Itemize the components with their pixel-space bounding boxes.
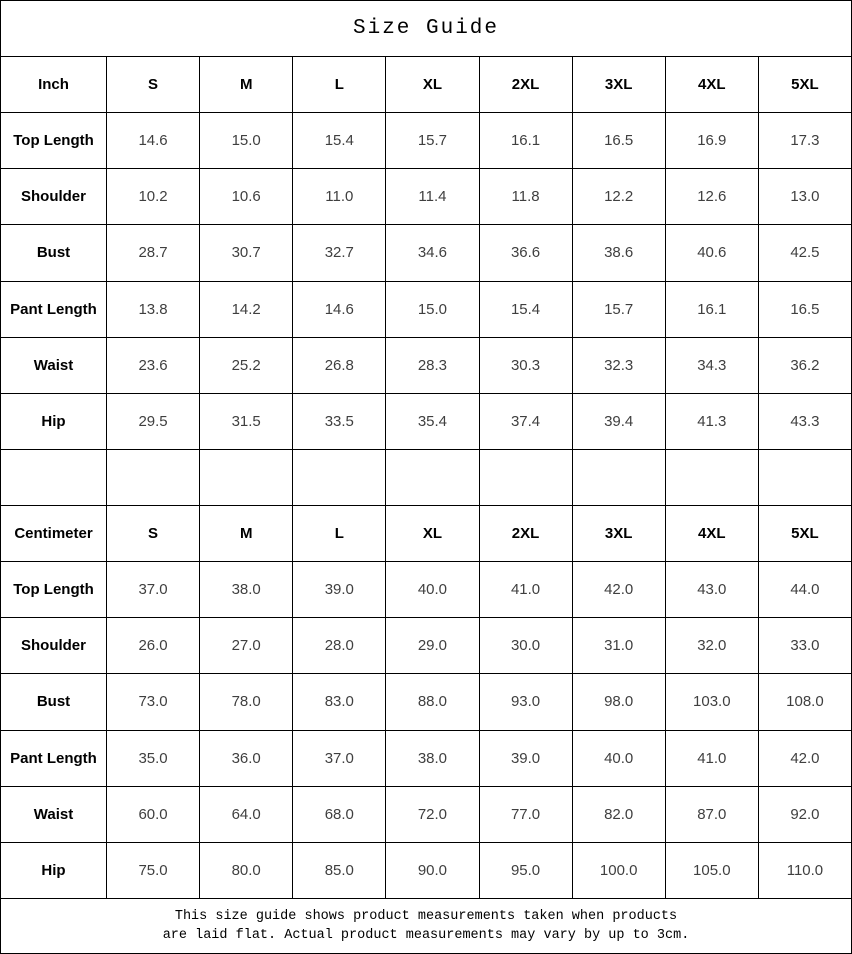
measurement-row <box>1 113 852 169</box>
measurement-value: 39.4 <box>572 393 665 449</box>
measurement-row <box>1 169 852 225</box>
size-column-header: 2XL <box>479 506 572 562</box>
measurement-value: 12.6 <box>665 169 758 225</box>
measurement-value: 110.0 <box>758 842 851 898</box>
measurement-value: 37.4 <box>479 393 572 449</box>
measurement-label: Bust <box>1 674 107 730</box>
measurement-value: 31.0 <box>572 618 665 674</box>
measurement-value: 10.6 <box>200 169 293 225</box>
size-column-header: 3XL <box>572 506 665 562</box>
spacer-row <box>1 449 852 505</box>
measurement-label: Top Length <box>1 562 107 618</box>
measurement-row <box>1 225 852 281</box>
measurement-value: 100.0 <box>572 842 665 898</box>
measurement-value: 75.0 <box>107 842 200 898</box>
measurement-value: 16.1 <box>665 281 758 337</box>
measurement-value: 14.6 <box>293 281 386 337</box>
measurement-value: 33.0 <box>758 618 851 674</box>
measurement-value: 85.0 <box>293 842 386 898</box>
measurement-label: Hip <box>1 393 107 449</box>
measurement-value: 29.0 <box>386 618 479 674</box>
measurement-value: 28.3 <box>386 337 479 393</box>
measurement-value: 27.0 <box>200 618 293 674</box>
spacer-cell <box>107 449 200 505</box>
spacer-cell <box>479 449 572 505</box>
measurement-value: 30.0 <box>479 618 572 674</box>
measurement-value: 37.0 <box>293 730 386 786</box>
measurement-label: Hip <box>1 842 107 898</box>
measurement-row <box>1 730 852 786</box>
size-column-header: XL <box>386 506 479 562</box>
measurement-value: 60.0 <box>107 786 200 842</box>
measurement-value: 93.0 <box>479 674 572 730</box>
measurement-value: 43.0 <box>665 562 758 618</box>
size-column-header: M <box>200 506 293 562</box>
measurement-value: 40.6 <box>665 225 758 281</box>
measurement-value: 95.0 <box>479 842 572 898</box>
footer-note <box>1 899 852 954</box>
measurement-value: 41.0 <box>665 730 758 786</box>
measurement-value: 103.0 <box>665 674 758 730</box>
size-column-header: L <box>293 506 386 562</box>
measurement-value: 82.0 <box>572 786 665 842</box>
measurement-row <box>1 842 852 898</box>
measurement-value: 36.0 <box>200 730 293 786</box>
size-column-header: XL <box>386 57 479 113</box>
spacer-cell <box>293 449 386 505</box>
measurement-value: 68.0 <box>293 786 386 842</box>
measurement-label: Waist <box>1 337 107 393</box>
measurement-value: 41.0 <box>479 562 572 618</box>
measurement-value: 80.0 <box>200 842 293 898</box>
measurement-value: 32.0 <box>665 618 758 674</box>
size-table-body <box>1 57 852 899</box>
measurement-label: Pant Length <box>1 730 107 786</box>
measurement-value: 29.5 <box>107 393 200 449</box>
measurement-value: 108.0 <box>758 674 851 730</box>
measurement-value: 44.0 <box>758 562 851 618</box>
size-column-header: 4XL <box>665 506 758 562</box>
size-header-row <box>1 506 852 562</box>
measurement-value: 16.1 <box>479 113 572 169</box>
measurement-value: 10.2 <box>107 169 200 225</box>
measurement-value: 28.7 <box>107 225 200 281</box>
measurement-value: 30.3 <box>479 337 572 393</box>
measurement-value: 15.4 <box>293 113 386 169</box>
spacer-cell <box>665 449 758 505</box>
measurement-value: 13.8 <box>107 281 200 337</box>
measurement-label: Bust <box>1 225 107 281</box>
measurement-row <box>1 337 852 393</box>
measurement-value: 30.7 <box>200 225 293 281</box>
measurement-value: 14.2 <box>200 281 293 337</box>
measurement-value: 35.0 <box>107 730 200 786</box>
measurement-value: 32.3 <box>572 337 665 393</box>
measurement-value: 42.5 <box>758 225 851 281</box>
measurement-value: 35.4 <box>386 393 479 449</box>
measurement-value: 39.0 <box>293 562 386 618</box>
measurement-value: 64.0 <box>200 786 293 842</box>
measurement-row <box>1 618 852 674</box>
measurement-value: 31.5 <box>200 393 293 449</box>
size-column-header: 5XL <box>758 506 851 562</box>
measurement-row <box>1 674 852 730</box>
measurement-value: 15.0 <box>386 281 479 337</box>
measurement-row <box>1 393 852 449</box>
spacer-cell <box>200 449 293 505</box>
measurement-value: 42.0 <box>572 562 665 618</box>
measurement-value: 87.0 <box>665 786 758 842</box>
measurement-label: Shoulder <box>1 618 107 674</box>
measurement-row <box>1 562 852 618</box>
footer-row <box>1 899 852 954</box>
measurement-value: 41.3 <box>665 393 758 449</box>
measurement-value: 34.3 <box>665 337 758 393</box>
size-column-header: M <box>200 57 293 113</box>
spacer-cell <box>386 449 479 505</box>
measurement-value: 37.0 <box>107 562 200 618</box>
footer-line-1: This size guide shows product measurements taken when products <box>174 909 678 924</box>
measurement-value: 25.2 <box>200 337 293 393</box>
measurement-value: 15.4 <box>479 281 572 337</box>
measurement-value: 16.5 <box>758 281 851 337</box>
measurement-value: 43.3 <box>758 393 851 449</box>
size-header-row <box>1 57 852 113</box>
measurement-value: 77.0 <box>479 786 572 842</box>
measurement-value: 72.0 <box>386 786 479 842</box>
unit-label: Inch <box>1 57 107 113</box>
measurement-value: 92.0 <box>758 786 851 842</box>
measurement-value: 90.0 <box>386 842 479 898</box>
spacer-cell <box>758 449 851 505</box>
measurement-value: 28.0 <box>293 618 386 674</box>
measurement-value: 34.6 <box>386 225 479 281</box>
measurement-value: 12.2 <box>572 169 665 225</box>
measurement-value: 38.0 <box>386 730 479 786</box>
measurement-value: 88.0 <box>386 674 479 730</box>
measurement-row <box>1 786 852 842</box>
measurement-value: 38.6 <box>572 225 665 281</box>
measurement-value: 42.0 <box>758 730 851 786</box>
size-column-header: S <box>107 57 200 113</box>
measurement-value: 36.2 <box>758 337 851 393</box>
measurement-value: 33.5 <box>293 393 386 449</box>
measurement-value: 40.0 <box>386 562 479 618</box>
measurement-value: 38.0 <box>200 562 293 618</box>
measurement-value: 11.4 <box>386 169 479 225</box>
measurement-value: 16.5 <box>572 113 665 169</box>
measurement-value: 26.8 <box>293 337 386 393</box>
measurement-label: Shoulder <box>1 169 107 225</box>
size-column-header: 3XL <box>572 57 665 113</box>
measurement-value: 13.0 <box>758 169 851 225</box>
measurement-value: 16.9 <box>665 113 758 169</box>
measurement-value: 73.0 <box>107 674 200 730</box>
title-row <box>1 1 852 57</box>
spacer-cell <box>572 449 665 505</box>
measurement-value: 14.6 <box>107 113 200 169</box>
measurement-label: Top Length <box>1 113 107 169</box>
measurement-value: 11.8 <box>479 169 572 225</box>
size-column-header: S <box>107 506 200 562</box>
measurement-value: 83.0 <box>293 674 386 730</box>
size-column-header: 2XL <box>479 57 572 113</box>
measurement-value: 15.0 <box>200 113 293 169</box>
measurement-value: 11.0 <box>293 169 386 225</box>
measurement-value: 15.7 <box>572 281 665 337</box>
measurement-value: 40.0 <box>572 730 665 786</box>
unit-label: Centimeter <box>1 506 107 562</box>
size-column-header: L <box>293 57 386 113</box>
size-column-header: 4XL <box>665 57 758 113</box>
measurement-value: 26.0 <box>107 618 200 674</box>
measurement-label: Pant Length <box>1 281 107 337</box>
page-title: Size Guide <box>1 1 852 57</box>
measurement-value: 39.0 <box>479 730 572 786</box>
measurement-value: 78.0 <box>200 674 293 730</box>
measurement-value: 15.7 <box>386 113 479 169</box>
footer-line-2: are laid flat. Actual product measurements may vary by up to 3cm. <box>162 928 690 943</box>
measurement-value: 23.6 <box>107 337 200 393</box>
measurement-value: 105.0 <box>665 842 758 898</box>
measurement-value: 98.0 <box>572 674 665 730</box>
measurement-value: 32.7 <box>293 225 386 281</box>
size-column-header: 5XL <box>758 57 851 113</box>
measurement-row <box>1 281 852 337</box>
measurement-value: 17.3 <box>758 113 851 169</box>
measurement-value: 36.6 <box>479 225 572 281</box>
spacer-cell <box>1 449 107 505</box>
measurement-label: Waist <box>1 786 107 842</box>
